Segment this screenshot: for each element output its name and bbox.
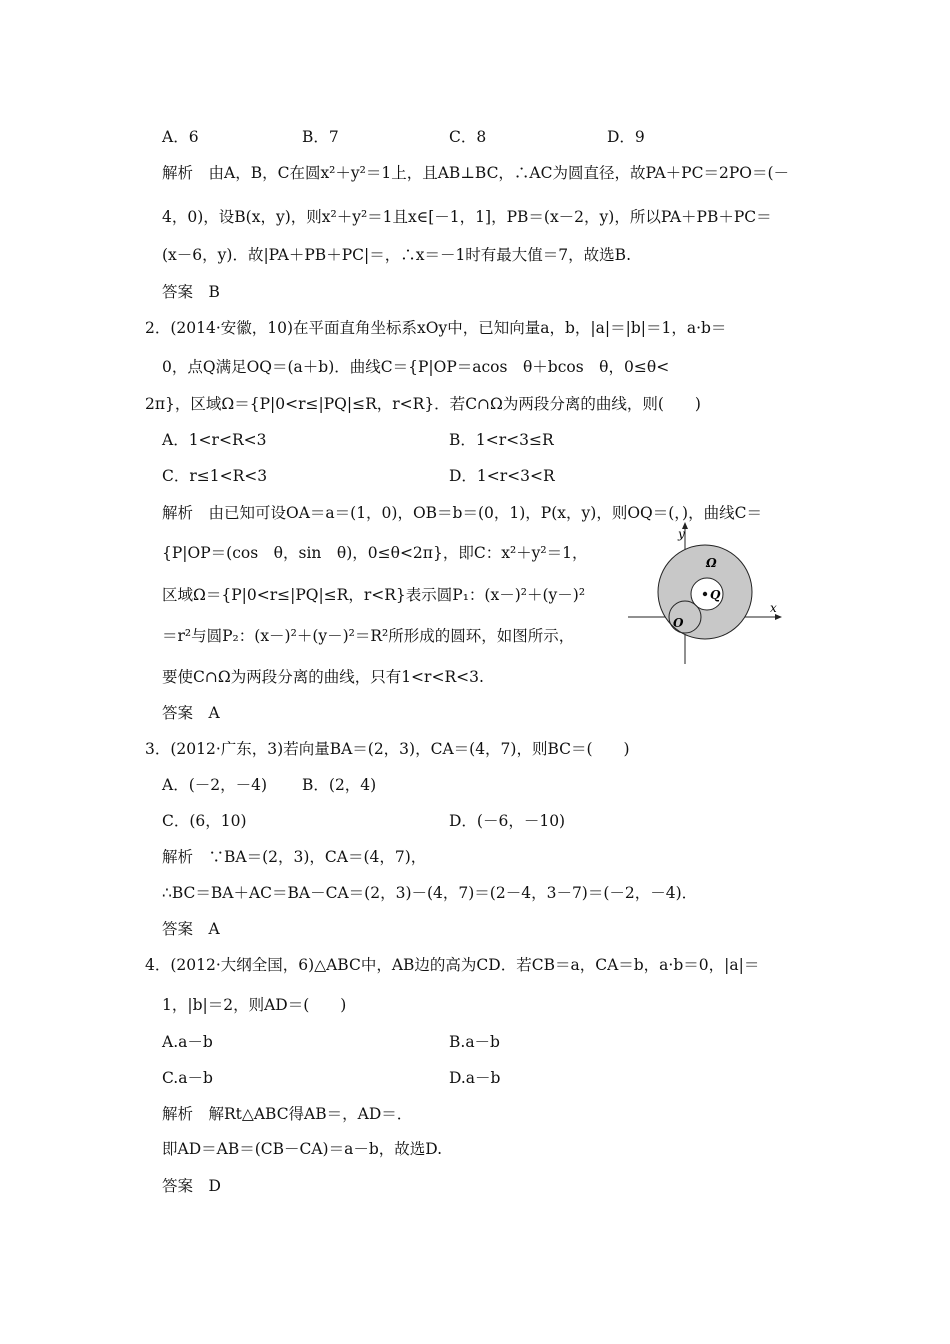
q1-analysis-line-2: 4，0)，设B(x，y)，则x²＋y²＝1且x∈[－1，1]，PB＝(x－2，y)，所以PA＋PB＋PC＝ <box>162 208 772 226</box>
q1-analysis-line-1: 解析 由A，B，C在圆x²＋y²＝1上，且AB⊥BC，∴AC为圆直径，故PA＋PC＝2PO＝(－ <box>162 164 790 182</box>
point-q <box>703 592 707 596</box>
y-axis-label: y <box>678 527 685 541</box>
q3-option-c: C．(6，10) <box>162 812 247 830</box>
q4-stem-line-1: 4．(2012·大纲全国，6)△ABC中，AB边的高为CD．若CB＝a，CA＝b，a·b＝0，|a|＝ <box>145 956 760 974</box>
q4-option-c: C.a－b <box>162 1069 213 1087</box>
origin-label: O <box>673 616 684 630</box>
q1-option-a: A．6 <box>162 128 199 146</box>
q4-option-d: D.a－b <box>449 1069 501 1087</box>
q2-answer: 答案 A <box>162 704 220 722</box>
q2-analysis-line-2: {P|OP＝(cos θ，sin θ)，0≤θ<2π}，即C：x²＋y²＝1， <box>162 544 588 562</box>
q1-analysis-line-3: (x－6，y)．故|PA＋PB＋PC|＝，∴x＝－1时有最大值＝7，故选B. <box>162 246 631 264</box>
q3-analysis-line-1: 解析 ∵BA＝(2，3)，CA＝(4，7)， <box>162 848 427 866</box>
q4-analysis-line-1: 解析 解Rt△ABC得AB＝，AD＝． <box>162 1105 413 1123</box>
q4-stem-line-2: 1，|b|＝2，则AD＝( ) <box>162 996 347 1014</box>
q4-option-a: A.a－b <box>162 1033 213 1051</box>
q2-stem-line-2: 0，点Q满足OQ＝(a＋b)．曲线C＝{P|OP＝acos θ＋bcos θ，0≤θ< <box>162 358 670 376</box>
q2-analysis-line-4: ＝r²与圆P₂：(x－)²＋(y－)²＝R²所形成的圆环，如图所示， <box>162 627 575 645</box>
q-label: Q <box>710 588 721 602</box>
q3-option-d: D．(－6，－10) <box>449 812 566 830</box>
q3-answer: 答案 A <box>162 920 220 938</box>
q1-option-c: C．8 <box>449 128 487 146</box>
q3-option-a: A．(－2，－4) <box>162 776 268 794</box>
q2-analysis-line-3: 区域Ω＝{P|0<r≤|PQ|≤R，r<R}表示圆P₁：(x－)²＋(y－)² <box>162 586 586 604</box>
q1-option-b: B．7 <box>302 128 339 146</box>
q2-option-b: B．1<r<3≤R <box>449 431 554 449</box>
q2-annulus-figure <box>620 520 790 670</box>
q2-analysis-line-5: 要使C∩Ω为两段分离的曲线，只有1<r<R<3. <box>162 668 484 686</box>
x-axis-label: x <box>770 601 777 615</box>
q2-stem-line-3: 2π}，区域Ω＝{P|0<r≤|PQ|≤R，r<R}．若C∩Ω为两段分离的曲线，则( ) <box>145 395 701 413</box>
q3-stem: 3．(2012·广东，3)若向量BA＝(2，3)，CA＝(4，7)，则BC＝( ) <box>145 740 630 758</box>
q2-option-c: C．r≤1<R<3 <box>162 467 268 485</box>
q1-option-d: D．9 <box>607 128 645 146</box>
q3-analysis-line-2: ∴BC＝BA＋AC＝BA－CA＝(2，3)－(4，7)＝(2－4，3－7)＝(－2，－4)． <box>162 884 698 902</box>
q4-analysis-line-2: 即AD＝AB＝(CB－CA)＝a－b，故选D. <box>162 1140 443 1158</box>
q2-option-d: D．1<r<3<R <box>449 467 555 485</box>
q4-option-b: B.a－b <box>449 1033 500 1051</box>
q3-option-b: B．(2，4) <box>302 776 377 794</box>
q4-answer: 答案 D <box>162 1177 221 1195</box>
q2-analysis-line-1: 解析 由已知可设OA＝a＝(1，0)，OB＝b＝(0，1)，P(x，y)，则OQ＝(，)，曲线C＝ <box>162 504 762 522</box>
omega-label: Ω <box>706 556 717 570</box>
q2-stem-line-1: 2．(2014·安徽，10)在平面直角坐标系xOy中，已知向量a，b，|a|＝|b|＝1，a·b＝ <box>145 319 727 337</box>
q2-option-a: A．1<r<R<3 <box>162 431 267 449</box>
q1-answer: 答案 B <box>162 283 220 301</box>
